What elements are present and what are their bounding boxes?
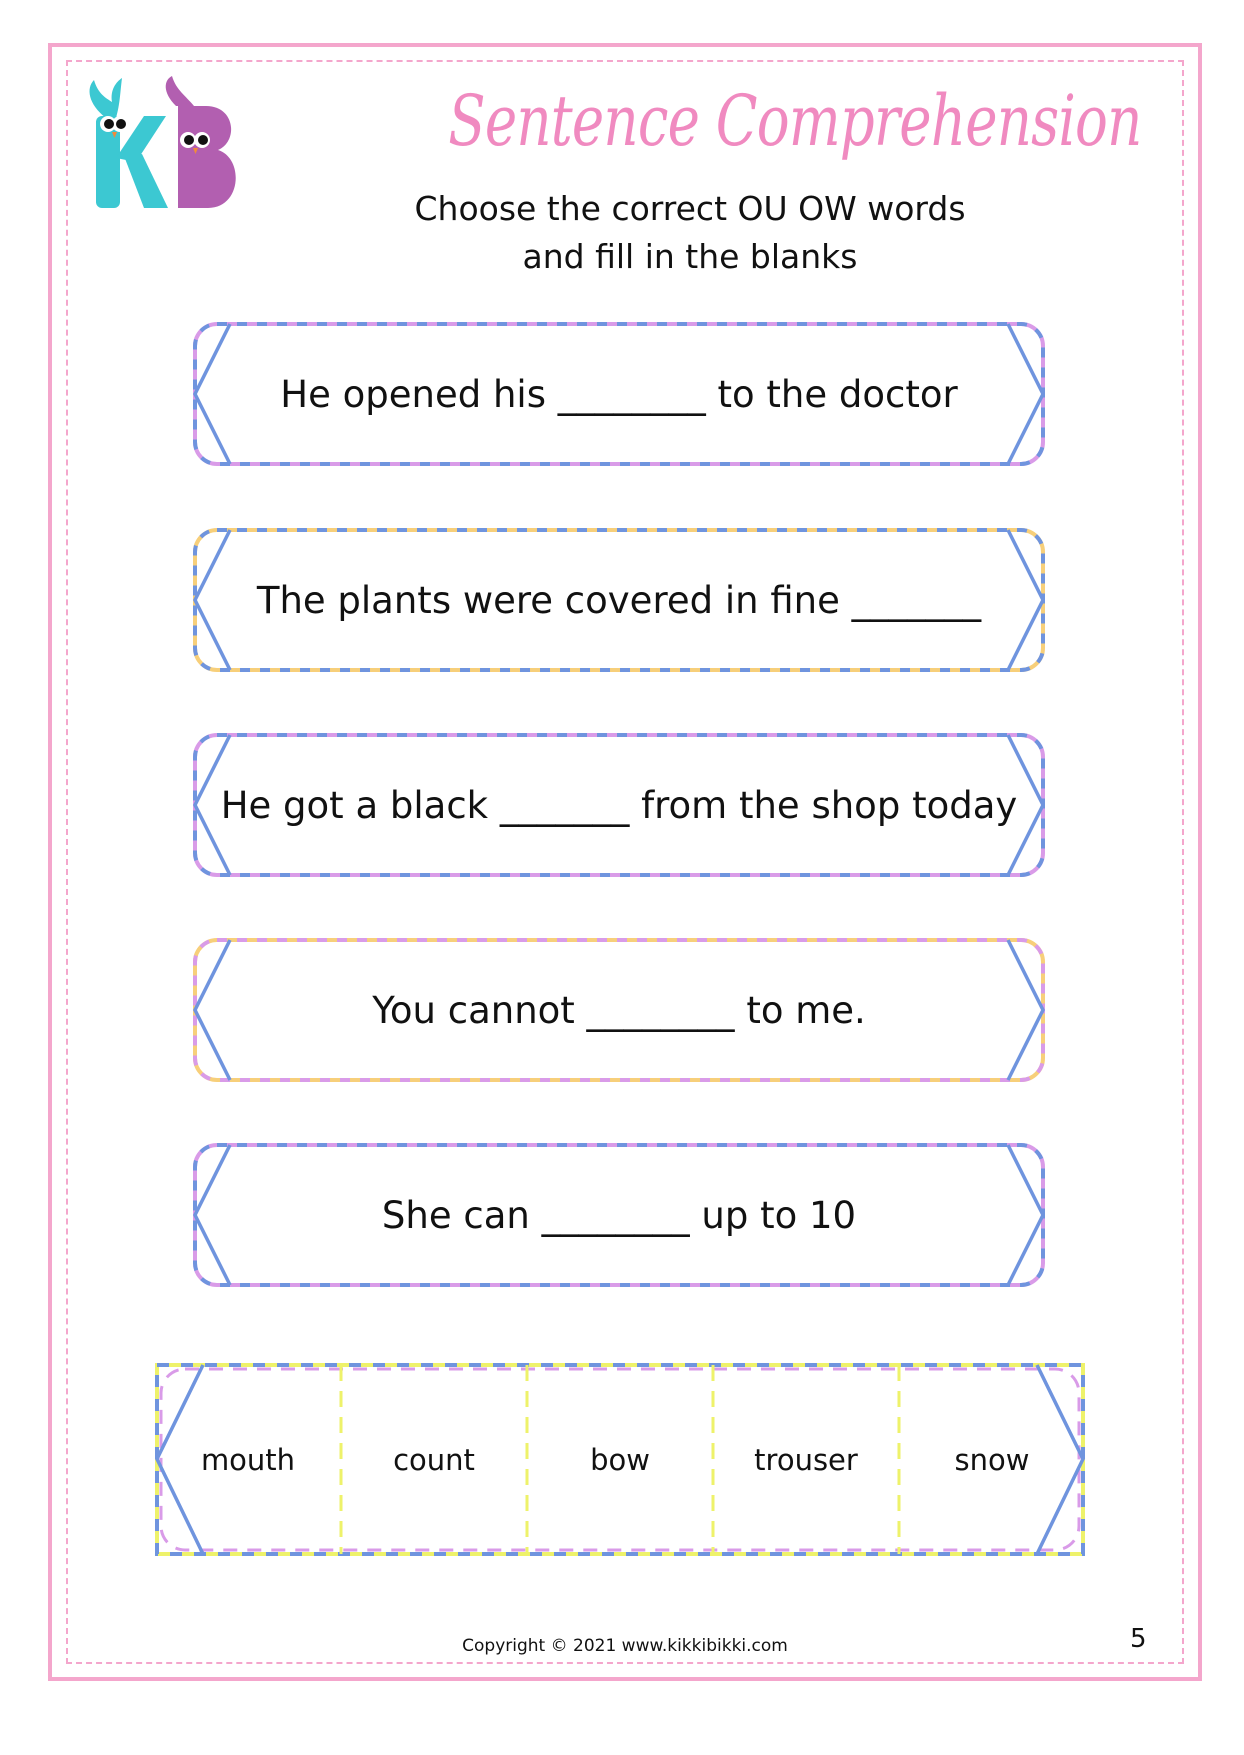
sentence-card-5 — [194, 1144, 1044, 1286]
instructions-line-1: Choose the correct OU OW words — [414, 189, 966, 228]
sentence-text-3: He got a black _______ from the shop today — [220, 783, 1018, 827]
sentence-card-4 — [194, 939, 1044, 1081]
word-option-bow: bow — [590, 1442, 650, 1477]
sentence-card-2 — [194, 529, 1044, 671]
page-number: 5 — [1130, 1624, 1147, 1654]
sentence-card-3 — [194, 734, 1044, 876]
word-option-mouth: mouth — [200, 1442, 296, 1477]
sentence-card-1 — [194, 323, 1044, 465]
instructions — [360, 185, 1020, 281]
sentence-text-2: The plants were covered in fine _______ — [256, 578, 982, 622]
kb-logo — [86, 76, 246, 211]
copyright-text: Copyright © 2021 www.kikkibikki.com — [462, 1636, 788, 1656]
word-option-snow: snow — [954, 1442, 1030, 1477]
word-option-trouser: trouser — [754, 1442, 858, 1477]
sentence-text-1: He opened his ________ to the doctor — [280, 372, 958, 416]
word-bank — [155, 1363, 1085, 1556]
sentence-text-5: She can ________ up to 10 — [381, 1193, 857, 1237]
page-title: Sentence Comprehension — [448, 80, 1142, 162]
sentence-text-4: You cannot ________ to me. — [372, 988, 866, 1032]
word-option-count: count — [393, 1442, 475, 1477]
instructions-line-2: and fill in the blanks — [522, 237, 858, 276]
